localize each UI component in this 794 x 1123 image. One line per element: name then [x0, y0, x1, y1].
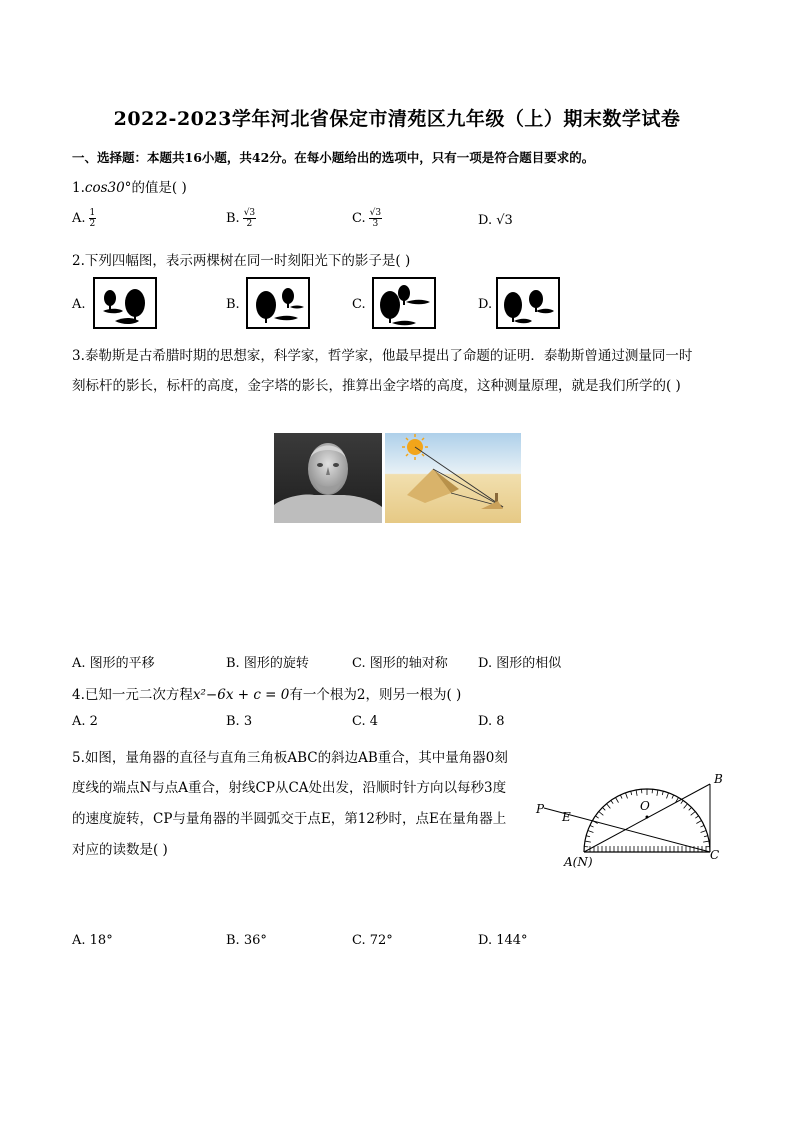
protractor-tick — [636, 790, 637, 796]
question-3-stem-line-1: 3.泰勒斯是古希腊时期的思想家，科学家，哲学家，他最早提出了命题的证明．泰勒斯曾通过测量同一时 — [72, 348, 693, 364]
question-2-stem: 2.下列四幅图，表示两棵树在同一时刻阳光下的影子是( ) — [72, 253, 411, 269]
protractor-tick — [657, 790, 658, 796]
q2-option-b-label: B. — [226, 297, 240, 312]
label-p: P — [536, 802, 545, 816]
q1-option-d: D. √3 — [478, 213, 513, 228]
question-1-stem: 1.cos30°的值是( ) — [72, 180, 187, 196]
q4-option-b: B. 3 — [226, 714, 253, 729]
q5-option-d: D. 144° — [478, 933, 528, 948]
protractor-tick — [616, 797, 619, 802]
protractor-tick — [586, 836, 590, 837]
label-e: E — [562, 810, 571, 824]
q4-option-d: D. 8 — [478, 714, 505, 729]
q2-option-a-trees-figure — [93, 277, 157, 329]
protractor-tick — [625, 793, 627, 799]
protractor-tick — [703, 841, 709, 842]
label-c: C — [710, 848, 720, 862]
label-b: B — [714, 772, 723, 786]
q5-option-c: C. 72° — [352, 933, 393, 948]
q3-option-b: B. 图形的旋转 — [226, 656, 309, 671]
protractor-tick — [611, 800, 613, 803]
q2-option-b-trees-figure — [246, 277, 310, 329]
protractor-tick — [631, 791, 632, 795]
question-3-stem-line-2: 刻标杆的影长，标杆的高度，金字塔的影长，推算出金字塔的高度，这种测量原理，就是我们所学的( ) — [72, 378, 681, 394]
protractor-tick — [585, 841, 591, 842]
protractor-tick — [599, 812, 604, 816]
q1-option-b: B. $\frac{√3}{2}$ — [226, 208, 256, 229]
protractor-tick — [700, 825, 704, 827]
q1-option-c: C. $\frac{√3}{3}$ — [352, 208, 382, 229]
label-o: O — [640, 799, 650, 813]
question-5-stem-line-1: 5.如图，量角器的直径与直角三角板ABC的斜边AB重合，其中量角器0刻 — [72, 750, 508, 766]
q2-option-c-label: C. — [352, 297, 366, 312]
question-5-stem-line-2: 度线的端点N与点A重合，射线CP从CA处出发，沿顺时针方向以每秒3度 — [72, 780, 507, 796]
question-5-stem-line-4: 对应的读数是( ) — [72, 842, 168, 858]
q3-option-d: D. 图形的相似 — [478, 656, 562, 671]
protractor-tick — [684, 804, 688, 809]
q5-option-a: A. 18° — [72, 933, 113, 948]
pyramid-shadow-image — [385, 433, 521, 523]
protractor-tick — [666, 793, 668, 799]
question-4-stem: 4.已知一元二次方程x²−6x + c = 0有一个根为2，则另一根为( ) — [72, 687, 462, 703]
protractor-triangle-figure — [530, 756, 730, 872]
protractor-tick — [695, 816, 698, 818]
label-a-n: A(N) — [564, 855, 593, 869]
q4-option-a: A. 2 — [72, 714, 98, 729]
protractor-tick — [691, 812, 696, 816]
section-heading: 一、选择题：本题共16小题，共42分。在每小题给出的选项中，只有一项是符合题目要求的。 — [72, 150, 595, 165]
q2-option-d-label: D. — [478, 297, 493, 312]
page-title: 2022-2023学年河北省保定市清苑区九年级（上）期末数学试卷 — [113, 108, 681, 130]
protractor-tick — [662, 791, 663, 795]
thales-bust-image — [274, 433, 382, 523]
protractor-tick — [588, 830, 594, 832]
protractor-tick — [696, 821, 701, 824]
q2-option-d-trees-figure — [496, 277, 560, 329]
q5-option-b: B. 36° — [226, 933, 267, 948]
protractor-tick — [595, 816, 598, 818]
protractor-tick — [681, 800, 683, 803]
q1-option-a: A. $\frac{1}{2}$ — [72, 208, 96, 229]
protractor-tick — [590, 825, 594, 827]
q4-option-c: C. 4 — [352, 714, 379, 729]
q3-option-c: C. 图形的轴对称 — [352, 656, 448, 671]
protractor-tick — [672, 795, 674, 799]
protractor-tick — [607, 804, 611, 809]
protractor-tick — [620, 795, 622, 799]
question-5-stem-line-3: 的速度旋转，CP与量角器的半圆弧交于点E，第12秒时，点E在量角器上 — [72, 811, 507, 827]
q2-option-a-label: A. — [72, 297, 86, 312]
protractor-tick — [701, 830, 707, 832]
q2-option-c-trees-figure — [372, 277, 436, 329]
q3-option-a: A. 图形的平移 — [72, 656, 155, 671]
protractor-tick — [704, 836, 708, 837]
